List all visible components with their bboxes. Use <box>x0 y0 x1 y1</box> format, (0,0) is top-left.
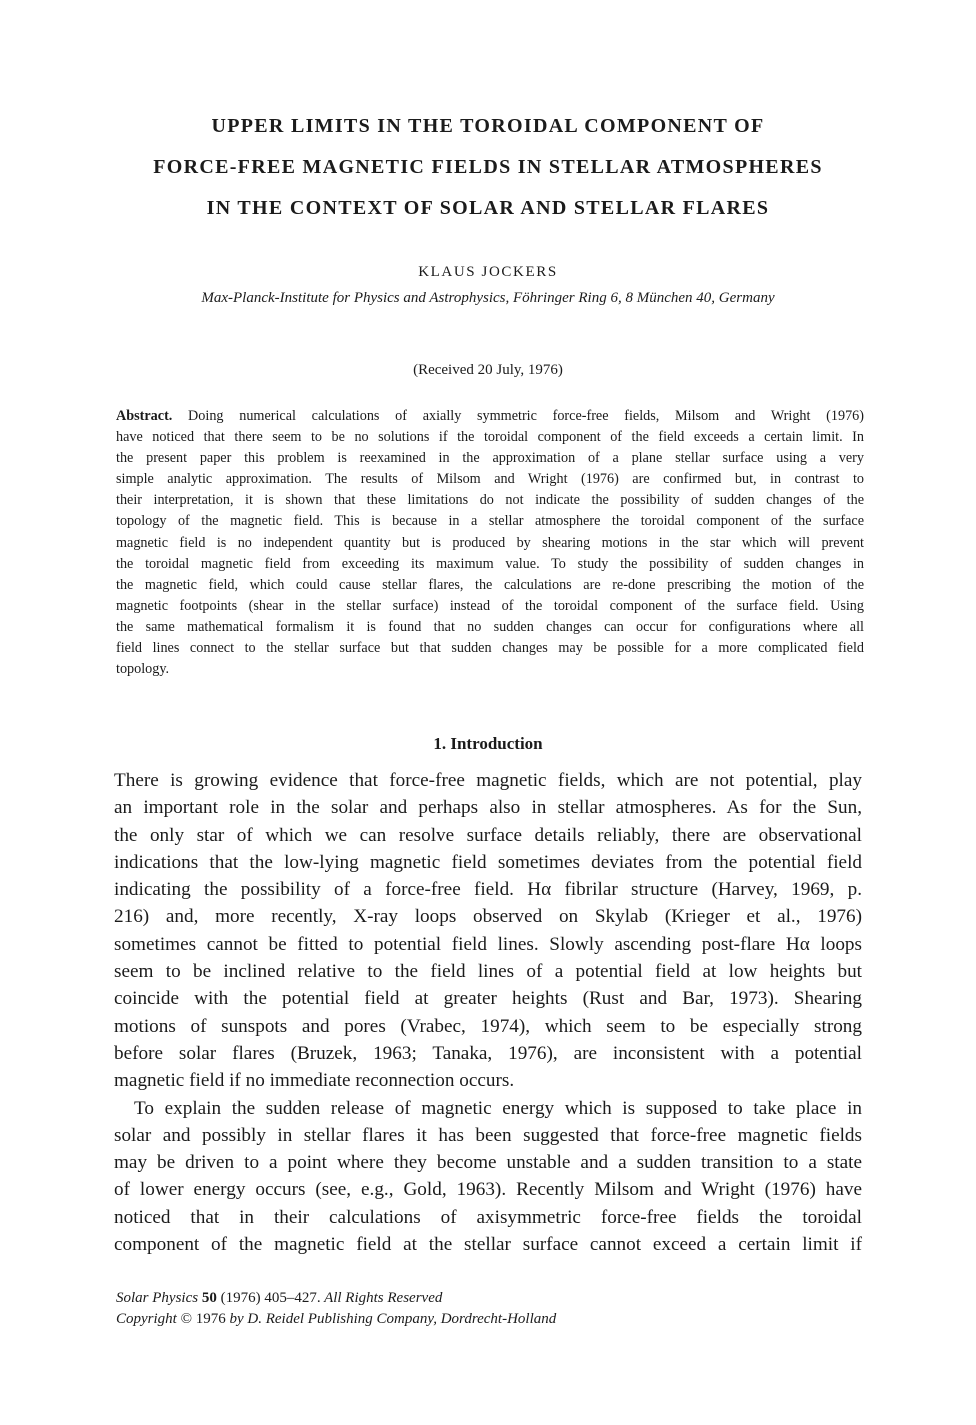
body-line: There is growing evidence that force-free magnetic fields, which are not potential, play <box>114 770 862 791</box>
body-line: 216) and, more recently, X-ray loops observed on Skylab (Krieger et al., 1976) <box>114 906 862 928</box>
page-footer <box>116 1288 876 1330</box>
body-line: the only star of which we can resolve surface details reliably, there are observational <box>114 824 862 846</box>
received-date: (Received 20 July, 1976) <box>413 362 563 378</box>
body-line: noticed that in their calculations of axisymmetric force-free fields the toroidal <box>114 1206 862 1228</box>
copyright-year: 1976 <box>195 1311 226 1327</box>
body-line: magnetic field if no immediate reconnection occurs. <box>114 1070 515 1092</box>
abstract-line: the same mathematical formalism it is found that no sudden changes can occur for configurations where all <box>116 618 864 635</box>
abstract-line: magnetic field is no independent quantity but is produced by shearing motions in the star which will prevent <box>116 534 864 551</box>
journal-citation <box>116 1288 876 1309</box>
body-text <box>114 767 862 1258</box>
copyright-line <box>116 1309 876 1330</box>
author-affiliation: Max-Planck-Institute for Physics and Astrophysics, Föhringer Ring 6, 8 München 40, Germany <box>201 290 775 306</box>
body-line: before solar flares (Bruzek, 1963; Tanaka, 1976), are inconsistent with a potential <box>114 1042 862 1064</box>
body-line: component of the magnetic field at the stellar surface cannot exceed a certain limit if <box>114 1234 862 1256</box>
title-line: IN THE CONTEXT OF SOLAR AND STELLAR FLARES <box>206 197 770 219</box>
paper-title <box>100 106 876 229</box>
abstract-line: topology of the magnetic field. This is because in a stellar atmosphere the toroidal component of the surface <box>116 513 864 530</box>
abstract-line: the toroidal magnetic field from exceeding its maximum value. To study the possibility of sudden changes in <box>116 555 864 572</box>
body-line: sometimes cannot be fitted to potential field lines. Slowly ascending post-flare Hα loops <box>114 933 862 955</box>
journal-name: Solar Physics <box>116 1290 199 1306</box>
abstract-line: the present paper this problem is reexamined in the approximation of a plane stellar surface using a very <box>116 450 864 467</box>
abstract-line: their interpretation, it is shown that these limitations do not indicate the possibility of sudden changes of the <box>116 492 864 509</box>
title-line: FORCE-FREE MAGNETIC FIELDS IN STELLAR ATMOSPHERES <box>153 156 823 178</box>
abstract <box>116 406 864 680</box>
body-line: of lower energy occurs (see, e.g., Gold, 1963). Recently Milsom and Wright (1976) have <box>114 1179 862 1201</box>
abstract-text: Doing numerical calculations of axially symmetric force-free fields, Milsom and Wright (1976) <box>172 408 864 424</box>
abstract-label: Abstract. <box>116 408 173 424</box>
body-line: indicating the possibility of a force-free field. Hα fibrilar structure (Harvey, 1969, p. <box>114 879 862 901</box>
abstract-line: magnetic footpoints (shear in the stellar surface) instead of the toroidal component of the surface field. Using <box>116 597 864 614</box>
abstract-line <box>116 406 864 427</box>
abstract-line: field lines connect to the stellar surface but that sudden changes may be possible for a more complicated field <box>116 640 864 657</box>
body-line: an important role in the solar and perhaps also in stellar atmospheres. As for the Sun, <box>114 797 862 819</box>
copyright-symbol: © <box>180 1311 192 1327</box>
body-line: may be driven to a point where they become unstable and a sudden transition to a state <box>114 1152 862 1174</box>
title-line: UPPER LIMITS IN THE TOROIDAL COMPONENT OF <box>211 115 765 137</box>
body-line: indications that the low-lying magnetic field sometimes deviates from the potential field <box>114 851 862 873</box>
abstract-line: simple analytic approximation. The results of Milsom and Wright (1976) are confirmed but, in contrast to <box>116 471 864 488</box>
author-name: KLAUS JOCKERS <box>418 264 558 280</box>
body-line: coincide with the potential field at greater heights (Rust and Bar, 1973). Shearing <box>114 988 862 1010</box>
abstract-line: have noticed that there seem to be no solutions if the toroidal component of the field exceeds a certain limit. In <box>116 429 864 446</box>
journal-pages: (1976) 405–427. <box>220 1290 321 1306</box>
copyright-word: Copyright <box>116 1311 177 1327</box>
abstract-line: the magnetic field, which could cause stellar flares, the calculations are re-done prescribing the motion of the <box>116 576 864 593</box>
body-line: motions of sunspots and pores (Vrabec, 1974), which seem to be especially strong <box>114 1015 862 1037</box>
body-line: solar and possibly in stellar flares it has been suggested that force-free magnetic fields <box>114 1124 862 1146</box>
publisher-name: by D. Reidel Publishing Company, Dordrecht-Holland <box>229 1311 557 1327</box>
section-heading: 1. Introduction <box>433 734 543 753</box>
body-line: To explain the sudden release of magnetic energy which is supposed to take place in <box>134 1097 862 1119</box>
abstract-line: topology. <box>116 661 170 678</box>
rights-text: All Rights Reserved <box>324 1290 443 1306</box>
body-line: seem to be inclined relative to the field lines of a potential field at low heights but <box>114 961 862 983</box>
journal-volume: 50 <box>201 1290 217 1306</box>
